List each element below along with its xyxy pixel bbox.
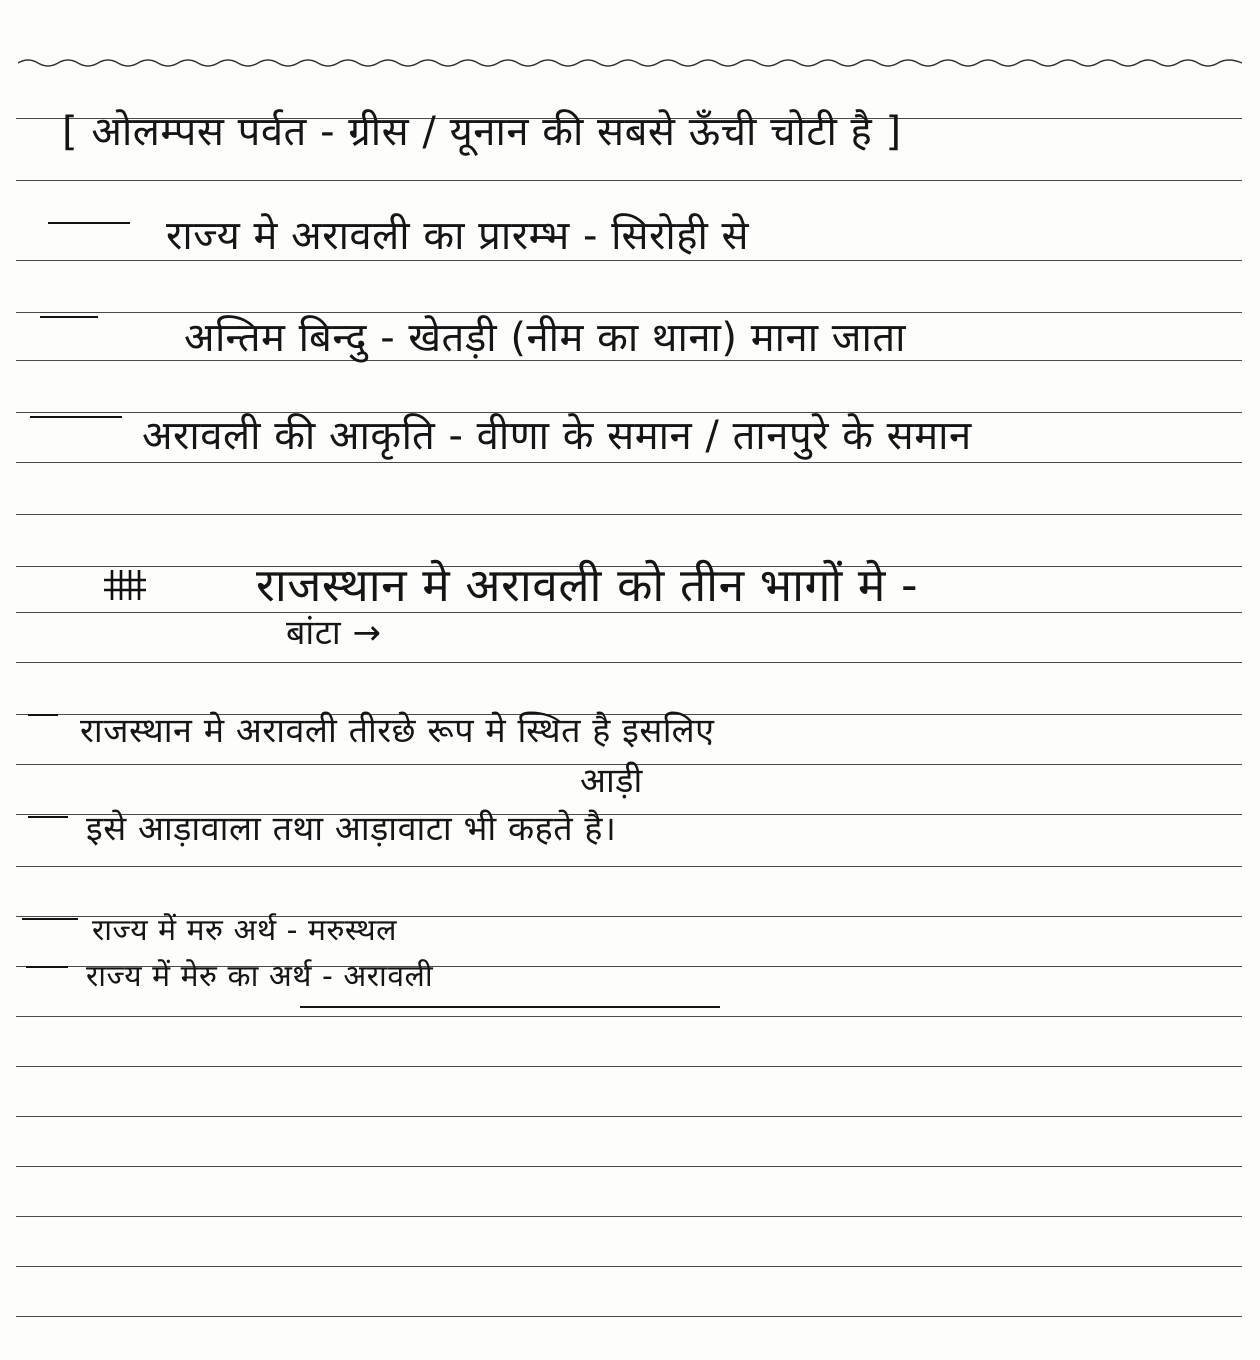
torn-top-edge	[18, 56, 1242, 70]
hash-bullet-icon	[102, 568, 148, 602]
ruled-line	[16, 514, 1242, 515]
note-line-aadavala: इसे आड़ावाला तथा आड़ावाटा भी कहते है।	[86, 809, 617, 849]
bullet-dash	[28, 714, 58, 716]
note-heading-three-parts: राजस्थान मे अरावली को तीन भागों मे -	[256, 558, 919, 612]
ruled-line	[16, 1066, 1242, 1067]
bullet-dash	[30, 416, 122, 418]
note-line-aravali-end: अन्तिम बिन्दु - खेतड़ी (नीम का थाना) माना जाता	[184, 315, 906, 361]
note-line-aravali-start: राज्य मे अरावली का प्रारम्भ - सिरोही से	[166, 213, 750, 259]
note-line-insert-aadi: आड़ी	[580, 761, 643, 801]
note-line-diagonal: राजस्थान मे अरावली तीरछे रूप मे स्थित है इसलिए	[80, 711, 715, 751]
ruled-line	[16, 1216, 1242, 1217]
bullet-dash	[48, 222, 130, 224]
ruled-line	[16, 612, 1242, 613]
ruled-line	[16, 1016, 1242, 1017]
bullet-dash	[22, 918, 78, 920]
ruled-line	[16, 312, 1242, 313]
meru-underline	[300, 1006, 720, 1008]
note-heading-three-parts-cont: बांटा →	[286, 613, 382, 653]
bullet-dash	[40, 316, 98, 318]
ruled-line	[16, 462, 1242, 463]
note-line-maru: राज्य में मरु अर्थ - मरुस्थल	[92, 913, 397, 948]
bullet-dash	[26, 966, 68, 968]
ruled-line	[16, 260, 1242, 261]
note-line-meru: राज्य में मेरु का अर्थ - अरावली	[86, 959, 434, 994]
ruled-line	[16, 866, 1242, 867]
ruled-line	[16, 1116, 1242, 1117]
ruled-line	[16, 1266, 1242, 1267]
ruled-line	[16, 662, 1242, 663]
ruled-line	[16, 180, 1242, 181]
ruled-line	[16, 1316, 1242, 1317]
note-line-olympus: [ ओलम्पस पर्वत - ग्रीस / यूनान की सबसे ऊँची चोटी है ]	[62, 109, 902, 155]
bullet-dash	[28, 816, 68, 818]
ruled-line	[16, 1166, 1242, 1167]
note-line-aravali-shape: अरावली की आकृति - वीणा के समान / तानपुरे के समान	[142, 413, 972, 459]
